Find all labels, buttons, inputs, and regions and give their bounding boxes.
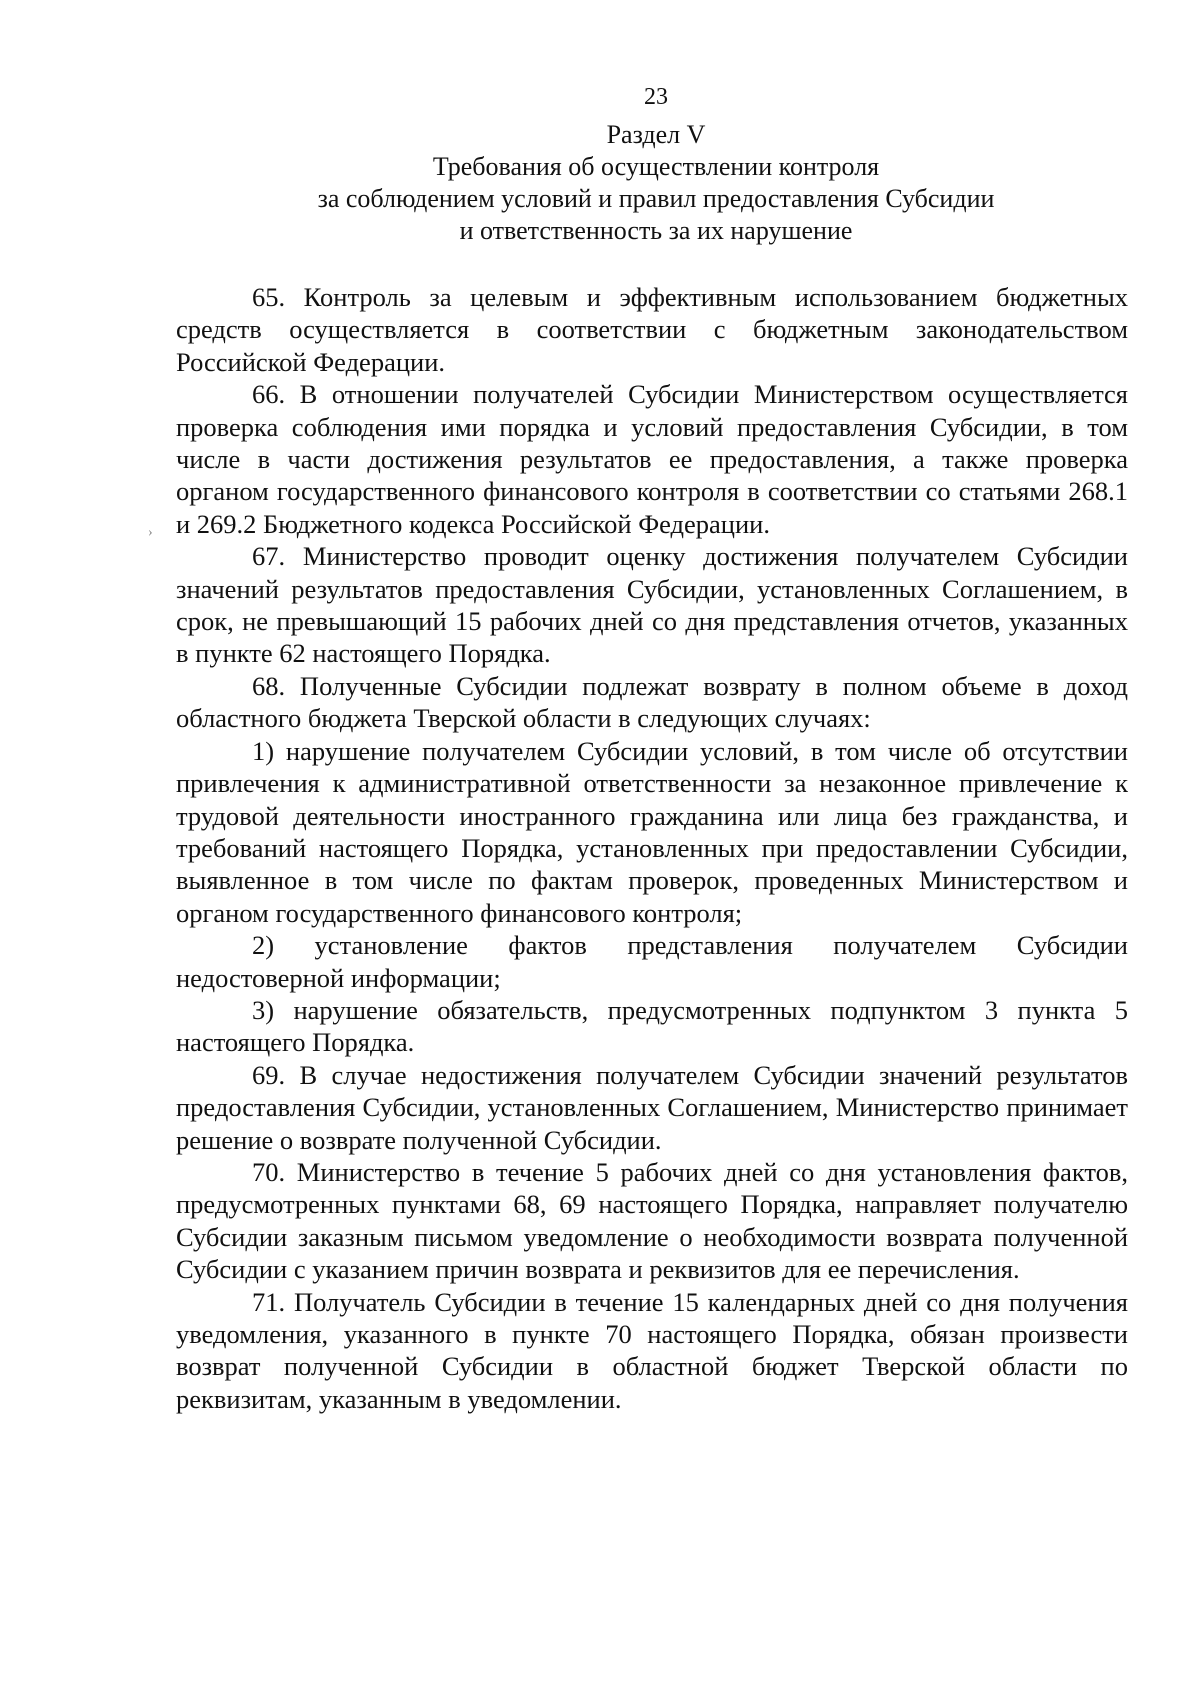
section-subtitle-line: за соблюдением условий и правил предоставления Субсидии (317, 184, 995, 213)
paragraph-68: 68. Полученные Субсидии подлежат возврату в полном объеме в доход областного бюджета Тверской области в следующих случаях: (176, 670, 1128, 734)
paragraph-69: 69. В случае недостижения получателем Субсидии значений результатов предоставления Субсидии, установленных Соглашением, Министерство принимает решение о возврате полученной Субсидии. (176, 1059, 1128, 1155)
paragraph-71: 71. Получатель Субсидии в течение 15 календарных дней со дня получения уведомления, указанного в пункте 70 настоящего Порядка, обязан произвести возврат полученной Субсидии в областной бюджет Тверской области по реквизитам, указанным в уведомлении. (176, 1286, 1128, 1414)
section-heading (0, 119, 1200, 247)
paragraph-68-item-1: 1) нарушение получателем Субсидии условий, в том числе об отсутствии привлечения к административной ответственности за незаконное привлечение к трудовой деятельности иностранного гражданина или лица без гражданства, и требований настоящего Порядка, установленных при предоставлении Субсидии, выявленное в том числе по фактам проверок, проведенных Министерством и органом государственного финансового контроля; (176, 735, 1128, 928)
paragraph-68-item-3: 3) нарушение обязательств, предусмотренных подпунктом 3 пункта 5 настоящего Порядка. (176, 994, 1128, 1058)
scan-artifact-mark: › (148, 525, 153, 540)
paragraph-67: 67. Министерство проводит оценку достижения получателем Субсидии значений результатов предоставления Субсидии, установленных Соглашением, в срок, не превышающий 15 рабочих дней со дня представления отчетов, указанных в пункте 62 настоящего Порядка. (176, 541, 1128, 669)
document-body (176, 281, 1128, 1415)
section-subtitle-line: Требования об осуществлении контроля (432, 152, 880, 181)
paragraph-66: 66. В отношении получателей Субсидии Министерством осуществляется проверка соблюдения ими порядка и условий предоставления Субсидии, в том числе в части достижения результатов ее предоставления, а также проверка органом государственного финансового контроля в соответствии со статьями 268.1 и 269.2 Бюджетного кодекса Российской Федерации. (176, 379, 1128, 539)
page-number: 23 (644, 84, 668, 110)
section-subtitle-line: и ответственность за их нарушение (459, 216, 853, 245)
section-title: Раздел V (606, 120, 706, 149)
paragraph-70: 70. Министерство в течение 5 рабочих дней со дня установления фактов, предусмотренных пунктами 68, 69 настоящего Порядка, направляет получателю Субсидии заказным письмом уведомление о необходимости возврата полученной Субсидии с указанием причин возврата и реквизитов для ее перечисления. (176, 1156, 1128, 1285)
paragraph-65: 65. Контроль за целевым и эффективным использованием бюджетных средств осуществляется в соответствии с бюджетным законодательством Российской Федерации. (176, 282, 1128, 377)
paragraph-68-item-2: 2) установление фактов представления получателем Субсидии недостоверной информации; (176, 930, 1128, 993)
